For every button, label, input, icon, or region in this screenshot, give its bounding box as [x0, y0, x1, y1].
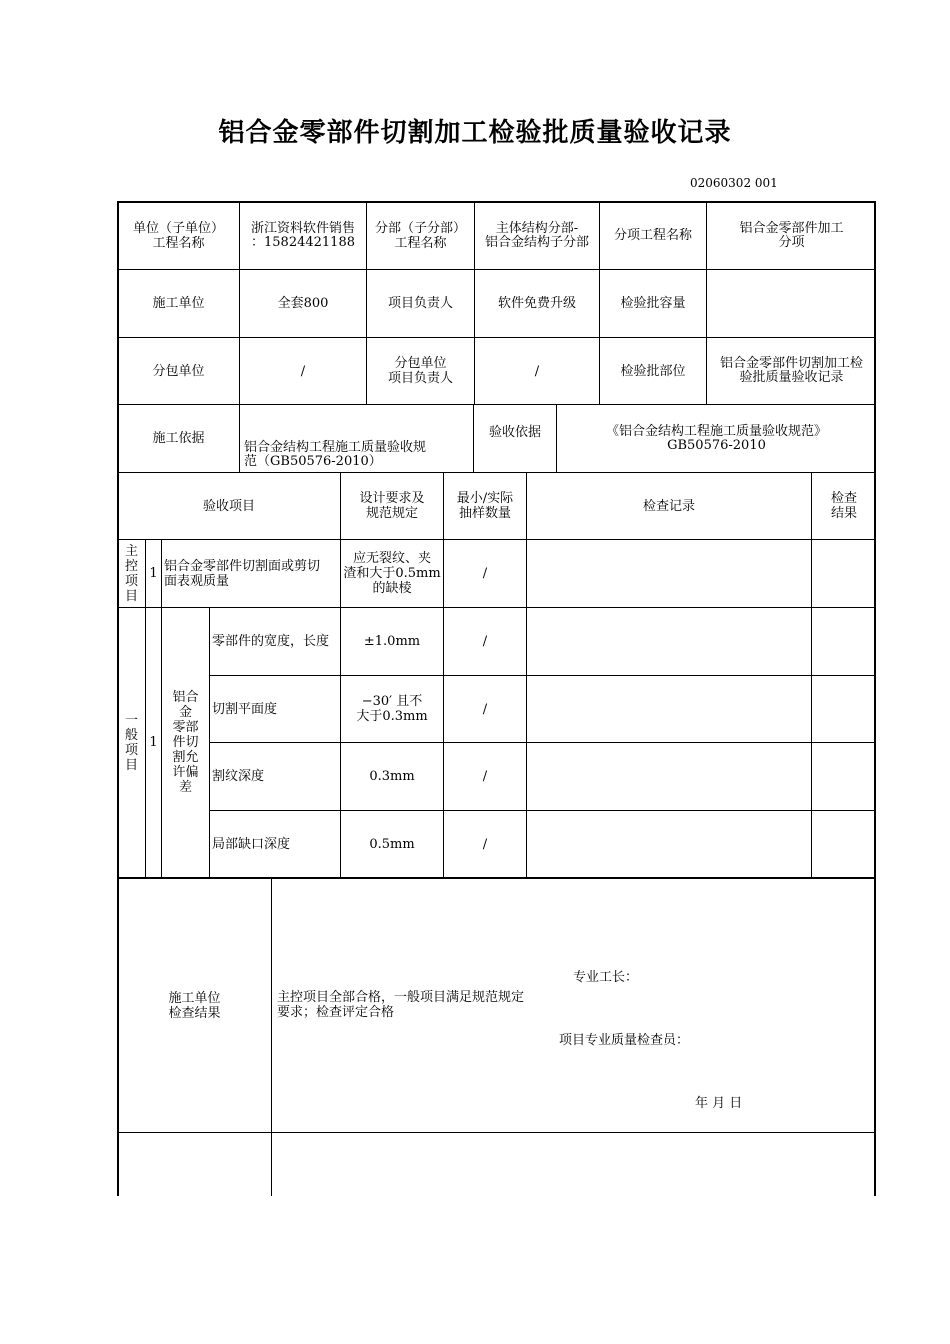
check-result: 主控项目全部合格，一般项目满足规范规定 要求；检查评定合格 — [277, 990, 525, 1020]
main-no: 1 — [145, 539, 161, 607]
general-row-record[interactable] — [526, 607, 811, 675]
general-row-req: −30′ 且不 大于0.3mm — [340, 675, 443, 742]
general-row-result[interactable] — [811, 607, 876, 675]
general-group: 一 般 项 目 — [117, 607, 145, 877]
accept-value: 《铝合金结构工程施工质量验收规范》 GB50576-2010 — [556, 404, 876, 472]
foreman-label: 专业工长： — [573, 970, 639, 985]
date-label: 年 月 日 — [695, 1096, 743, 1111]
constructor-value: 全套800 — [239, 269, 366, 337]
supervision-area — [271, 1132, 876, 1196]
general-row-req: 0.3mm — [340, 742, 443, 810]
header-record: 检查记录 — [526, 472, 811, 539]
location-value: 铝合金零部件切割加工检 验批质量验收记录 — [706, 337, 876, 404]
general-row-name: 零部件的宽度，长度 — [209, 607, 340, 675]
capacity-label: 检验批容量 — [599, 269, 706, 337]
record-code: 02060302 001 — [690, 176, 778, 190]
item-label: 分项工程名称 — [599, 201, 706, 269]
main-sample: / — [443, 539, 526, 607]
general-row-name: 局部缺口深度 — [209, 810, 340, 877]
general-row-sample: / — [443, 607, 526, 675]
header-item: 验收项目 — [117, 472, 340, 539]
check-label: 施工单位 检查结果 — [117, 877, 271, 1132]
supervision-label — [117, 1132, 271, 1196]
location-label: 检验批部位 — [599, 337, 706, 404]
general-row-record[interactable] — [526, 742, 811, 810]
general-row-result[interactable] — [811, 810, 876, 877]
basis-value: 铝合金结构工程施工质量验收规 范（GB50576-2010） — [239, 404, 473, 472]
unit-label: 单位（子单位） 工程名称 — [117, 201, 239, 269]
unit-value: 浙江资料软件销售 ：15824421188 — [239, 201, 366, 269]
part-value: 主体结构分部- 铝合金结构子分部 — [474, 201, 599, 269]
general-row-result[interactable] — [811, 675, 876, 742]
header-result: 检查 结果 — [811, 472, 876, 539]
header-sample: 最小/实际 抽样数量 — [443, 472, 526, 539]
main-group: 主 控 项 目 — [117, 539, 145, 607]
basis-label: 施工依据 — [117, 404, 239, 472]
sub-label: 分包单位 — [117, 337, 239, 404]
main-result[interactable] — [811, 539, 876, 607]
general-row-sample: / — [443, 742, 526, 810]
general-row-record[interactable] — [526, 810, 811, 877]
item-value: 铝合金零部件加工 分项 — [706, 201, 876, 269]
page-title: 铝合金零部件切割加工检验批质量验收记录 — [218, 118, 732, 148]
general-row-name: 割纹深度 — [209, 742, 340, 810]
general-no: 1 — [145, 607, 161, 877]
general-row-sample: / — [443, 810, 526, 877]
general-row-req: ±1.0mm — [340, 607, 443, 675]
pm-label: 项目负责人 — [366, 269, 474, 337]
sub-pm-value: / — [474, 337, 599, 404]
general-row-result[interactable] — [811, 742, 876, 810]
sub-pm-label: 分包单位 项目负责人 — [366, 337, 474, 404]
sub-value: / — [239, 337, 366, 404]
constructor-label: 施工单位 — [117, 269, 239, 337]
accept-label: 验收依据 — [473, 404, 556, 472]
general-sub: 铝合 金 零部 件切 割允 许偏 差 — [161, 607, 209, 877]
main-name: 铝合金零部件切割面或剪切 面表观质量 — [161, 539, 340, 607]
general-row-name: 切割平面度 — [209, 675, 340, 742]
capacity-value — [706, 269, 876, 337]
general-row-req: 0.5mm — [340, 810, 443, 877]
pm-value: 软件免费升级 — [474, 269, 599, 337]
general-row-record[interactable] — [526, 675, 811, 742]
general-row-sample: / — [443, 675, 526, 742]
inspector-label: 项目专业质量检查员： — [559, 1033, 690, 1048]
main-record[interactable] — [526, 539, 811, 607]
part-label: 分部（子分部） 工程名称 — [366, 201, 474, 269]
main-req: 应无裂纹、夹 渣和大于0.5mm 的缺棱 — [340, 539, 443, 607]
header-design: 设计要求及 规范规定 — [340, 472, 443, 539]
